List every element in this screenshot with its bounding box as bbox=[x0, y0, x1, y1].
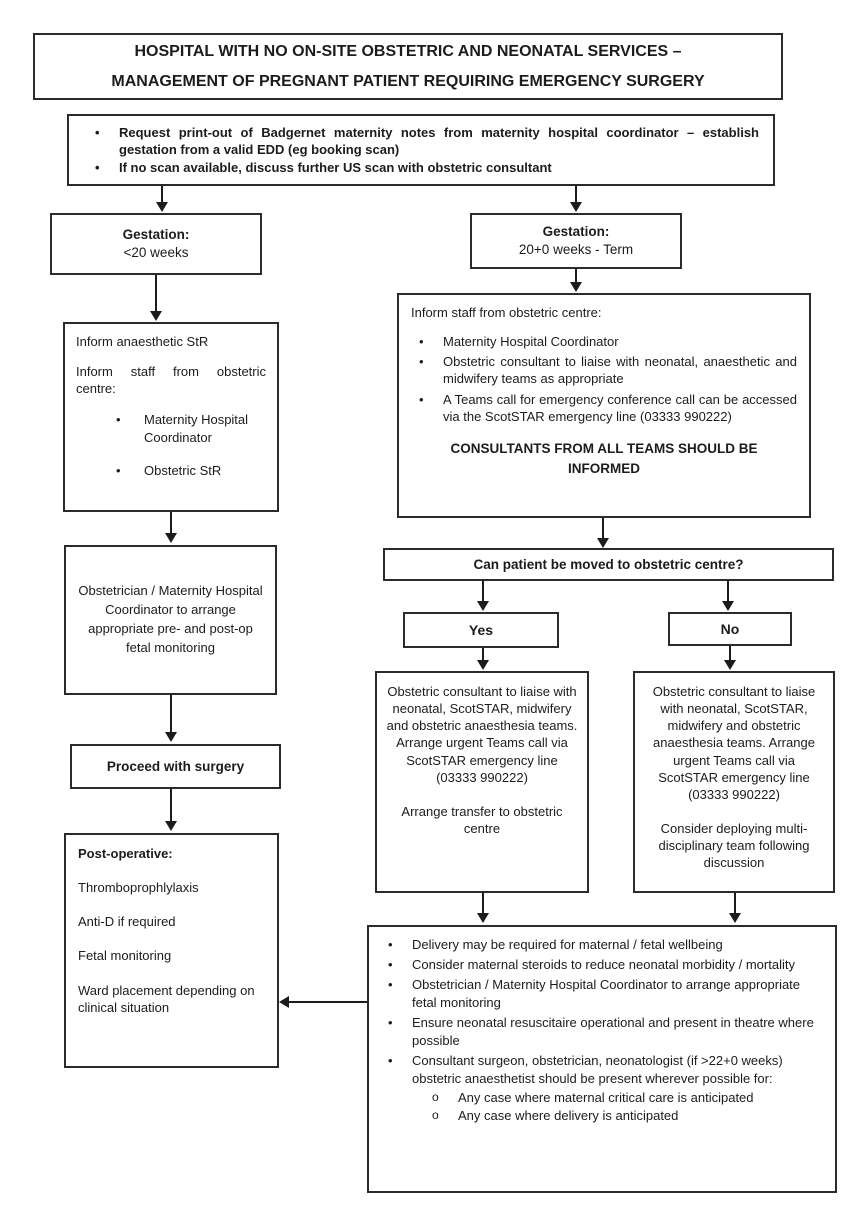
arrowhead-down-icon bbox=[477, 660, 489, 670]
no-branch-actions-box bbox=[633, 671, 835, 893]
arrowhead-down-icon bbox=[477, 601, 489, 611]
list-item bbox=[379, 1052, 825, 1126]
inform-staff-line: Inform staff from obstetric centre: bbox=[76, 364, 266, 397]
post-operative-item: Anti-D if required bbox=[78, 914, 176, 930]
gestation-under-20-weeks-box bbox=[50, 213, 262, 275]
inform-anaesthetic-line: Inform anaesthetic StR bbox=[76, 334, 209, 349]
arrow-monitoring-to-proceed bbox=[170, 695, 172, 733]
arrow-request-to-gestation-right bbox=[575, 186, 577, 203]
inform-right-list bbox=[411, 333, 797, 425]
arrow-delivery-to-postop bbox=[288, 1001, 367, 1003]
post-operative-item: Thromboprophlylaxis bbox=[78, 880, 199, 896]
arrow-request-to-gestation-left bbox=[161, 186, 163, 203]
arrowhead-down-icon bbox=[570, 282, 582, 292]
arrowhead-down-icon bbox=[156, 202, 168, 212]
list-item: • Request print-out of Badgernet maternity notes from maternity hospital coordinator – establish gestation from a valid EDD (eg booking scan) bbox=[83, 124, 759, 158]
arrowhead-down-icon bbox=[722, 601, 734, 611]
arrowhead-down-icon bbox=[165, 821, 177, 831]
no-branch-paragraph-2: Consider deploying multi-disciplinary team following discussion bbox=[658, 821, 810, 871]
list-item: • Delivery may be required for maternal / fetal wellbeing bbox=[379, 936, 825, 954]
inform-anaesthetic-box bbox=[63, 322, 279, 512]
post-operative-item: Fetal monitoring bbox=[78, 948, 172, 964]
yes-box bbox=[403, 612, 559, 648]
fetal-monitoring-text: Obstetrician / Maternity Hospital Coordinator to arrange appropriate pre- and post-op fetal monitoring bbox=[78, 583, 263, 655]
arrowhead-down-icon bbox=[570, 202, 582, 212]
post-operative-heading: Post-operative: bbox=[78, 846, 173, 861]
proceed-with-surgery-box bbox=[70, 744, 281, 789]
question-text: Can patient be moved to obstetric centre? bbox=[473, 556, 744, 572]
arrow-inform-right-to-question bbox=[602, 518, 604, 539]
title-box bbox=[33, 33, 783, 100]
post-operative-item: Ward placement depending on clinical situation bbox=[78, 982, 255, 1015]
proceed-text: Proceed with surgery bbox=[106, 758, 245, 774]
gestation-20-weeks-to-term-box bbox=[470, 213, 682, 269]
gestation-label: Gestation: bbox=[122, 227, 190, 243]
no-label: No bbox=[720, 620, 740, 637]
arrowhead-left-icon bbox=[279, 996, 289, 1008]
yes-branch-paragraph-1: Obstetric consultant to liaise with neonatal, ScotSTAR, midwifery and obstetric anaesthesia teams. Arrange urgent Teams call via ScotSTAR emergency line (03333 990222) bbox=[386, 684, 578, 785]
list-item: • Maternity Hospital Coordinator bbox=[411, 333, 797, 350]
arrow-no-to-actions bbox=[729, 646, 731, 661]
delivery-considerations-box bbox=[367, 925, 837, 1193]
fetal-monitoring-arrangement-box bbox=[64, 545, 277, 695]
sub-list-item: o Any case where maternal critical care is anticipated bbox=[426, 1089, 825, 1107]
list-item: • Obstetrician / Maternity Hospital Coordinator to arrange appropriate fetal monitoring bbox=[379, 976, 825, 1012]
gestation-label: Gestation: bbox=[542, 224, 610, 240]
list-item: • Obstetric consultant to liaise with neonatal, anaesthetic and midwifery teams as appropriate bbox=[411, 353, 797, 387]
can-patient-be-moved-question-box bbox=[383, 548, 834, 581]
no-branch-paragraph-1: Obstetric consultant to liaise with neonatal, ScotSTAR, midwifery and obstetric anaesthesia teams. Arrange urgent Teams call via ScotSTAR emergency line (03333 990222) bbox=[652, 684, 816, 802]
yes-branch-actions-box bbox=[375, 671, 589, 893]
inform-right-heading: Inform staff from obstetric centre: bbox=[411, 305, 602, 320]
title-line-1: HOSPITAL WITH NO ON-SITE OBSTETRIC AND NEONATAL SERVICES – bbox=[134, 42, 682, 60]
request-notes-box bbox=[67, 114, 775, 186]
arrow-question-to-no bbox=[727, 581, 729, 602]
yes-branch-paragraph-2: Arrange transfer to obstetric centre bbox=[401, 803, 563, 837]
sub-list-item: o Any case where delivery is anticipated bbox=[426, 1107, 825, 1125]
list-item: • Ensure neonatal resuscitaire operational and present in theatre where possible bbox=[379, 1014, 825, 1050]
arrow-gestation-left-to-inform bbox=[155, 275, 157, 312]
no-box bbox=[668, 612, 792, 646]
delivery-considerations-list bbox=[379, 936, 825, 1125]
arrowhead-down-icon bbox=[724, 660, 736, 670]
title-line-2: MANAGEMENT OF PREGNANT PATIENT REQUIRING EMERGENCY SURGERY bbox=[111, 72, 705, 90]
list-item: • If no scan available, discuss further US scan with obstetric consultant bbox=[83, 159, 759, 176]
arrowhead-down-icon bbox=[165, 732, 177, 742]
gestation-value: 20+0 weeks - Term bbox=[518, 242, 634, 257]
arrowhead-down-icon bbox=[597, 538, 609, 548]
arrow-no-actions-to-delivery bbox=[734, 893, 736, 914]
gestation-value: <20 weeks bbox=[123, 245, 189, 260]
inform-obstetric-centre-box bbox=[397, 293, 811, 518]
list-item: • Obstetric StR bbox=[114, 462, 266, 479]
yes-label: Yes bbox=[468, 621, 494, 638]
request-notes-list bbox=[83, 124, 759, 176]
arrowhead-down-icon bbox=[165, 533, 177, 543]
sub-bullet-list bbox=[412, 1089, 825, 1126]
arrowhead-down-icon bbox=[150, 311, 162, 321]
arrow-yes-actions-to-delivery bbox=[482, 893, 484, 914]
list-item: • A Teams call for emergency conference call can be accessed via the ScotSTAR emergency line (03333 990222) bbox=[411, 391, 797, 425]
list-item: • Consider maternal steroids to reduce neonatal morbidity / mortality bbox=[379, 956, 825, 974]
arrowhead-down-icon bbox=[477, 913, 489, 923]
list-item: • Maternity Hospital Coordinator bbox=[114, 411, 266, 445]
consultants-informed-note: CONSULTANTS FROM ALL TEAMS SHOULD BE INFORMED bbox=[450, 440, 758, 477]
inform-left-list bbox=[76, 411, 266, 478]
arrow-proceed-to-postop bbox=[170, 789, 172, 822]
arrow-question-to-yes bbox=[482, 581, 484, 602]
arrowhead-down-icon bbox=[729, 913, 741, 923]
list-item-text: Consultant surgeon, obstetrician, neonatologist (if >22+0 weeks) obstetric anaesthetist should be present wherever possible for: bbox=[412, 1052, 783, 1086]
post-operative-box bbox=[64, 833, 279, 1068]
arrow-inform-left-to-monitoring bbox=[170, 512, 172, 534]
arrow-gestation-right-to-inform bbox=[575, 269, 577, 283]
